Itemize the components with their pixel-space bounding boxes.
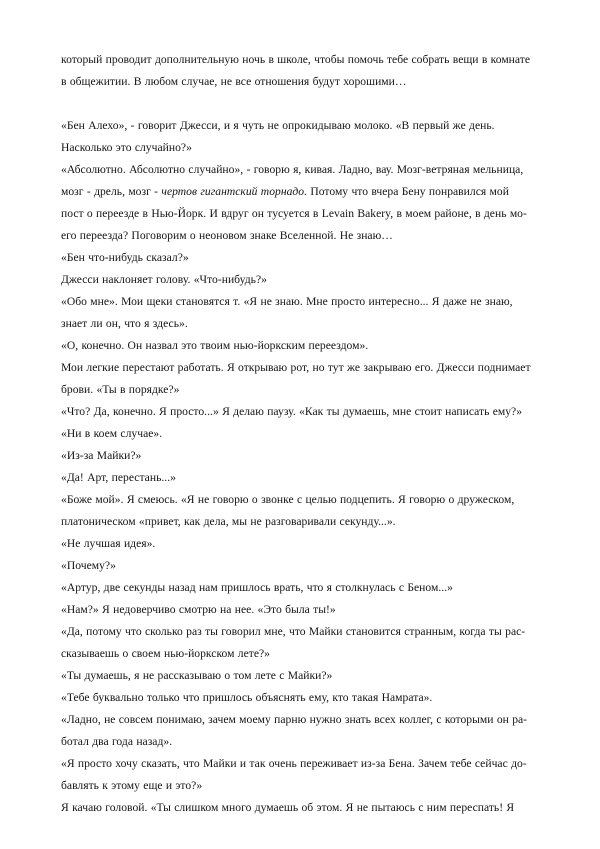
text-segment: Потому что вчера Бену понравился мой xyxy=(307,185,509,198)
text-line: «Бен Алехо», - говорит Джесси, и я чуть не опрокидываю молоко. «В первый же день. xyxy=(61,119,495,132)
text-line: «Я просто хочу сказать, что Майки и так очень переживает из-за Бена. Зачем тебе сейчас до- xyxy=(61,757,527,770)
paragraph xyxy=(61,335,540,357)
text-line xyxy=(61,181,540,203)
paragraph xyxy=(61,291,540,335)
paragraph xyxy=(61,467,540,489)
paragraph xyxy=(61,489,540,533)
paragraph xyxy=(61,621,540,665)
italic-text: чертов гигантский торнадо. xyxy=(161,185,308,198)
text-line: «Ладно, не совсем понимаю, зачем моему парню нужно знать всех коллег, с которыми он ра- xyxy=(61,713,528,726)
text-line: «Да! Арт, перестань...» xyxy=(61,471,176,484)
paragraph xyxy=(61,577,540,599)
text-line: «О, конечно. Он назвал это твоим нью-йоркским переездом». xyxy=(61,339,369,352)
text-line: «Абсолютно. Абсолютно случайно», - говорю я, кивая. Ладно, вау. Мозг-ветряная мельница, xyxy=(61,163,524,176)
text-line: бавлять к этому еще и это?» xyxy=(61,779,203,792)
text-line: ботал два года назад». xyxy=(61,735,173,748)
text-line: Насколько это случайно?» xyxy=(61,141,192,154)
text-line: «Тебе буквально только что пришлось объяснять ему, кто такая Намрата». xyxy=(61,691,433,704)
text-line: «Почему?» xyxy=(61,559,116,572)
paragraph xyxy=(61,797,540,819)
paragraph xyxy=(61,357,540,401)
text-line: «Не лучшая идея». xyxy=(61,537,156,550)
paragraph xyxy=(61,445,540,467)
paragraph xyxy=(61,753,540,797)
paragraph-gap xyxy=(61,93,540,115)
paragraph xyxy=(61,247,540,269)
paragraph xyxy=(61,533,540,555)
text-line: «Нам?» Я недоверчиво смотрю на нее. «Это была ты!» xyxy=(61,603,336,616)
text-line: «Что? Да, конечно. Я просто...» Я делаю паузу. «Как ты думаешь, мне стоит написать ему?» xyxy=(61,405,523,418)
text-line: «Да, потому что сколько раз ты говорил мне, что Майки становится странным, когда ты рас- xyxy=(61,625,526,638)
paragraph xyxy=(61,115,540,159)
text-line: «Боже мой». Я смеюсь. «Я не говорю о звонке с целью подцепить. Я говорю о дружеском, xyxy=(61,493,515,506)
paragraph xyxy=(61,401,540,423)
text-line: «Ты думаешь, я не рассказываю о том лете с Майки?» xyxy=(61,669,333,682)
book-page xyxy=(61,49,540,819)
paragraph xyxy=(61,555,540,577)
paragraph xyxy=(61,687,540,709)
text-line: Я качаю головой. «Ты слишком много думаешь об этом. Я не пытаюсь с ним переспать! Я xyxy=(61,801,515,814)
text-line: пост о переезде в Нью-Йорк. И вдруг он тусуется в Levain Bakery, в моем районе, в день мо- xyxy=(61,207,527,220)
paragraph xyxy=(61,599,540,621)
text-line: «Артур, две секунды назад нам пришлось врать, что я столкнулась с Беном...» xyxy=(61,581,453,594)
text-line: знает ли он, что я здесь». xyxy=(61,317,188,330)
text-line: «Обо мне». Мои щеки становятся т. «Я не знаю. Мне просто интересно... Я даже не знаю, xyxy=(61,295,513,308)
text-line: сказываешь о своем нью-йоркском лете?» xyxy=(61,647,271,660)
text-line: брови. «Ты в порядке?» xyxy=(61,383,180,396)
text-line: «Ни в коем случае». xyxy=(61,427,163,440)
paragraph xyxy=(61,269,540,291)
text-line: в общежитии. В любом случае, не все отношения будут хорошими… xyxy=(61,75,407,88)
text-line: платоническом «привет, как дела, мы не разговаривали секунду...». xyxy=(61,515,396,528)
text-line: Мои легкие перестают работать. Я открываю рот, но тут же закрываю его. Джесси поднимает xyxy=(61,361,531,374)
paragraph xyxy=(61,159,540,247)
paragraph xyxy=(61,665,540,687)
paragraph xyxy=(61,423,540,445)
text-line: Джесси наклоняет голову. «Что-нибудь?» xyxy=(61,273,267,286)
text-line: который проводит дополнительную ночь в школе, чтобы помочь тебе собрать вещи в комнате xyxy=(61,53,531,66)
text-line: «Бен что-нибудь сказал?» xyxy=(61,251,189,264)
text-segment: мозг - дрель, мозг - xyxy=(61,185,162,198)
paragraph xyxy=(61,49,540,93)
text-line: «Из-за Майки?» xyxy=(61,449,142,462)
text-line: его переезда? Поговорим о неоновом знаке Вселенной. Не знаю… xyxy=(61,229,393,242)
paragraph xyxy=(61,709,540,753)
